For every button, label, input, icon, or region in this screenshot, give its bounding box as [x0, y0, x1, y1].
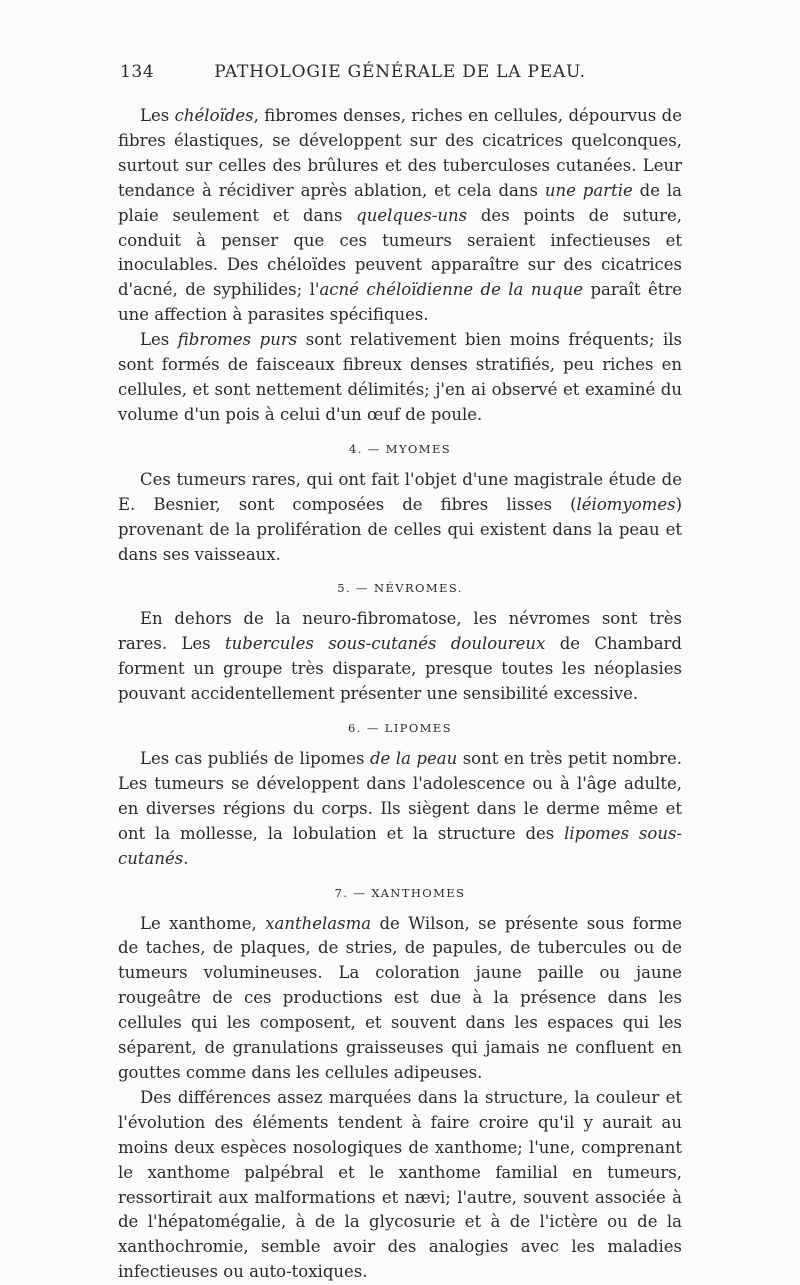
text: sont en très petit nombre. Les tumeurs se développent dans l'adolescence ou à l'âge adulte, en diverses régions du corps. Ils siègent dans le derme même et ont la mollesse, la lobulation et la structure des [118, 749, 682, 843]
paragraph-xanthome-description [118, 912, 682, 1086]
italic-term: quelques-uns [356, 205, 468, 225]
text: de la plaie seulement et dans [118, 180, 682, 225]
text: , fibromes denses, riches en cellules, dépourvus de fibres élastiques, se développent sur des cicatrices quelconques, surtout sur celles des brûlures et des tuberculoses cutanées. Leur tendance à récidiver après ablation, et cela dans [118, 106, 682, 200]
text: de Chambard forment un groupe très disparate, presque toutes les néoplasies pouvant accidentellement présenter une sensibilité excessive. [118, 634, 682, 704]
text: . [183, 848, 189, 868]
page-body [118, 104, 682, 1285]
paragraph-myomes [118, 468, 682, 568]
italic-term: fibromes purs [177, 330, 298, 350]
italic-term: chéloïdes [174, 106, 254, 125]
section-heading-xanthomes: 7. — XANTHOMES [334, 885, 466, 900]
paragraph-fibromes-purs [118, 328, 682, 428]
text: ) provenant de la prolifération de celles qui existent dans la peau et dans ses vaisseaux. [118, 494, 682, 564]
text: sont relativement bien moins fréquents; ils sont formés de faisceaux fibreux denses stratifiés, peu riches en cellules, et sont nettement délimités; j'en ai observé et examiné du volume d'un pois à celui d'un œuf de poule. [118, 330, 682, 424]
text: des points de suture, conduit à penser que ces tumeurs seraient infectieuses et inoculables. Des chéloïdes peuvent apparaître sur des cicatrices d'acné, de syphilides; l' [118, 205, 682, 300]
section-heading-lipomes: 6. — LIPOMES [348, 721, 452, 736]
italic-term: une partie [544, 180, 633, 200]
italic-term: acné chéloïdienne de la nuque [319, 280, 584, 300]
text: Ces tumeurs rares, qui ont fait l'objet d'une magistrale étude de E. Besnier, sont composées de fibres lisses ( [118, 469, 682, 514]
page-number: 134 [120, 62, 155, 82]
running-title: PATHOLOGIE GÉNÉRALE DE LA PEAU. [214, 62, 586, 82]
italic-term: lipomes sous-cutanés [118, 823, 682, 868]
text: Les [140, 106, 175, 125]
paragraph-lipomes [118, 747, 682, 872]
section-heading-nevromes: 5. — NÉVROMES. [337, 581, 463, 596]
text: En dehors de la neuro-fibromatose, les névromes sont très rares. Les [118, 609, 682, 654]
italic-term: léiomyomes [576, 494, 676, 514]
text: Les cas publiés de lipomes [140, 749, 370, 769]
text: Des différences assez marquées dans la structure, la couleur et l'évolution des éléments tendent à faire croire qu'il y aurait au moins deux espèces nosologiques de xanthome; l'une, comprenant le xanthome palpébral et le xanthome familial en tumeurs, ressortirait aux malformations et nævi; l'autre, souvent associée à de l'hépatomégalie, à de la glycosurie et à de l'ictère ou de la xanthochromie, semble avoir des analogies avec les maladies infectieuses ou auto-toxiques. [118, 1087, 682, 1282]
italic-term: tubercules sous-cutanés douloureux [225, 634, 546, 654]
text: Le xanthome, [140, 913, 266, 933]
text: paraît être une affection à parasites spécifiques. [118, 280, 682, 325]
section-heading-myomes: 4. — MYOMES [348, 441, 452, 456]
paragraph-nevromes [118, 607, 682, 707]
text: de Wilson, se présente sous forme de taches, de plaques, de stries, de papules, de tubercules ou de tumeurs volumineuses. La coloration jaune paille ou jaune rougeâtre de ces productions est due à la présence dans les cellules qui les composent, et souvent dans les espaces qui les séparent, de granulations graisseuses qui jamais ne confluent en gouttes comme dans les cellules adipeuses. [118, 913, 683, 1082]
paragraph-xanthome-especes [118, 1086, 682, 1285]
text: Les [140, 330, 178, 350]
italic-term: xanthelasma [265, 913, 372, 933]
paragraph-cheloides [118, 104, 682, 328]
italic-term: de la peau [369, 749, 458, 769]
page-header [120, 62, 680, 88]
